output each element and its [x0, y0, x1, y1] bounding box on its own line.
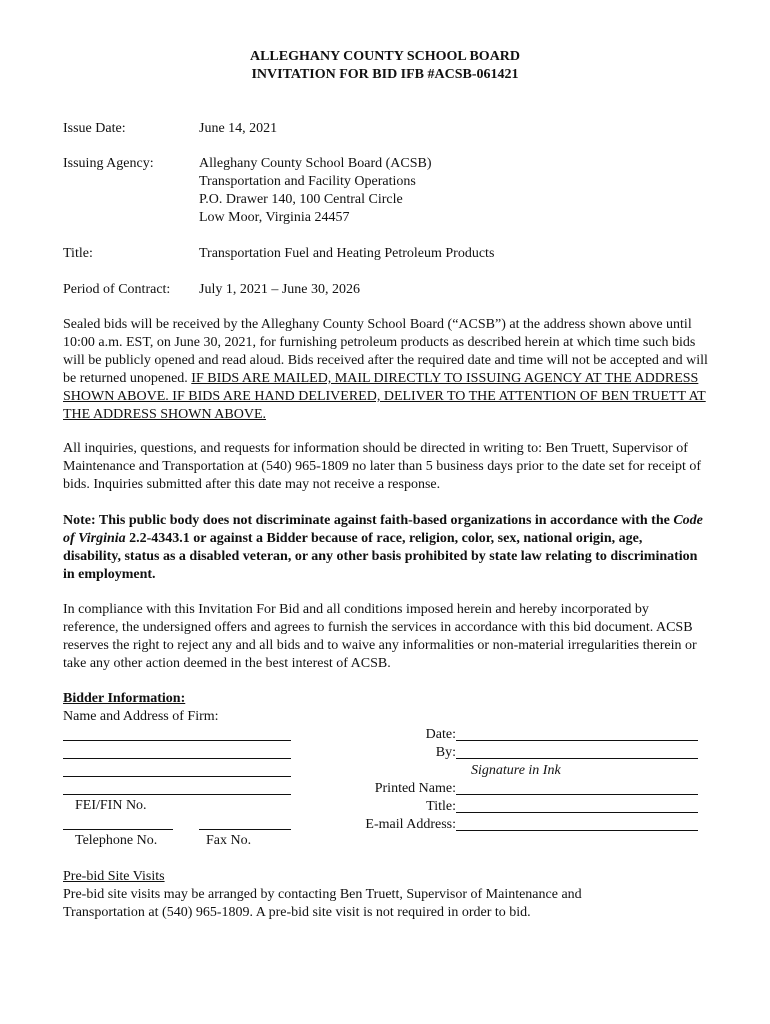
agency-name: Alleghany County School Board (ACSB) — [199, 156, 432, 171]
firm-line-2[interactable] — [63, 758, 291, 759]
prebid-paragraph: Pre-bid site visits may be arranged by contacting Ben Truett, Supervisor of Maintenance and Transportation at (540) 965-1809. A pre-bid site visit is not required in order to bid. — [63, 887, 582, 920]
email-line[interactable] — [456, 830, 698, 831]
fax-line[interactable] — [199, 829, 291, 830]
telephone-label: Telephone No. — [75, 833, 158, 848]
bidder-title-label: Title: — [426, 799, 456, 814]
title-label: Title: — [63, 246, 93, 261]
prebid-heading: Pre-bid Site Visits — [63, 869, 165, 884]
board-name-heading: ALLEGHANY COUNTY SCHOOL BOARD — [249, 49, 521, 64]
title-value: Transportation Fuel and Heating Petroleum Products — [199, 246, 495, 261]
signature-line[interactable] — [456, 758, 698, 759]
code-of-virginia: Code of Virginia — [63, 513, 703, 546]
sealed-bids-paragraph — [63, 316, 711, 424]
issue-date-label: Issue Date: — [63, 121, 126, 136]
date-line[interactable] — [456, 740, 698, 741]
telephone-line[interactable] — [63, 829, 173, 830]
fax-label: Fax No. — [206, 833, 252, 848]
issuing-agency-label: Issuing Agency: — [63, 156, 154, 171]
signature-in-ink-note: Signature in Ink — [471, 763, 561, 778]
printed-name-label: Printed Name: — [374, 781, 456, 796]
sealed-bids-text: Sealed bids will be received by the Alleghany County School Board (“ACSB”) at the address shown above until 10:00 a.m. EST, on June 30, 2021, for furnishing petroleum products as described herein at which time such bids will be publicly opened and read aloud. Bids received after the required date and time will not be accepted and will be returned unopened. — [63, 317, 708, 386]
name-address-label: Name and Address of Firm: — [63, 709, 219, 724]
period-value: July 1, 2021 – June 30, 2026 — [199, 282, 360, 297]
agency-city-state: Low Moor, Virginia 24457 — [199, 210, 350, 225]
date-label: Date: — [425, 727, 456, 742]
delivery-instructions: IF BIDS ARE MAILED, MAIL DIRECTLY TO ISSUING AGENCY AT THE ADDRESS SHOWN ABOVE. IF BIDS ARE HAND DELIVERED, DELIVER TO THE ATTENTION OF BEN TRUETT AT THE ADDRESS SHOWN ABOVE. — [63, 371, 706, 422]
ifb-number-heading: INVITATION FOR BID IFB #ACSB-061421 — [251, 67, 519, 82]
agency-department: Transportation and Facility Operations — [199, 174, 416, 189]
agency-address: P.O. Drawer 140, 100 Central Circle — [199, 192, 403, 207]
note-text-1: Note: This public body does not discriminate against faith-based organizations in accordance with the — [63, 513, 674, 528]
bidder-info-heading: Bidder Information: — [63, 691, 186, 706]
period-label: Period of Contract: — [63, 282, 171, 297]
fei-fin-label: FEI/FIN No. — [75, 798, 147, 813]
printed-name-line[interactable] — [456, 794, 698, 795]
nondiscrimination-note — [63, 512, 703, 584]
inquiries-paragraph: All inquiries, questions, and requests for information should be directed in writing to: Ben Truett, Supervisor of Maintenance and Transportation at (540) 965-1809 no later than 5 business days prior to the date set for receipt of bids. Inquiries submitted after this date may not receive a response. — [63, 441, 702, 492]
firm-line-4[interactable] — [63, 794, 291, 795]
email-label: E-mail Address: — [365, 817, 456, 832]
bidder-title-line[interactable] — [456, 812, 698, 813]
note-text-2: 2.2-4343.1 or against a Bidder because of race, religion, color, sex, national origin, age, disability, status as a disabled veteran, or any other basis prohibited by state law relating to discrimination in employment. — [63, 531, 698, 582]
firm-line-3[interactable] — [63, 776, 291, 777]
firm-line-1[interactable] — [63, 740, 291, 741]
issue-date-value: June 14, 2021 — [199, 121, 278, 136]
by-label: By: — [435, 745, 456, 760]
compliance-paragraph: In compliance with this Invitation For Bid and all conditions imposed herein and hereby incorporated by reference, the undersigned offers and agrees to furnish the services in accordance with this bid document. ACSB reserves the right to reject any and all bids and to waive any informalities or non-material irregularities therein or take any other action deemed in the best interest of ACSB. — [63, 602, 697, 671]
